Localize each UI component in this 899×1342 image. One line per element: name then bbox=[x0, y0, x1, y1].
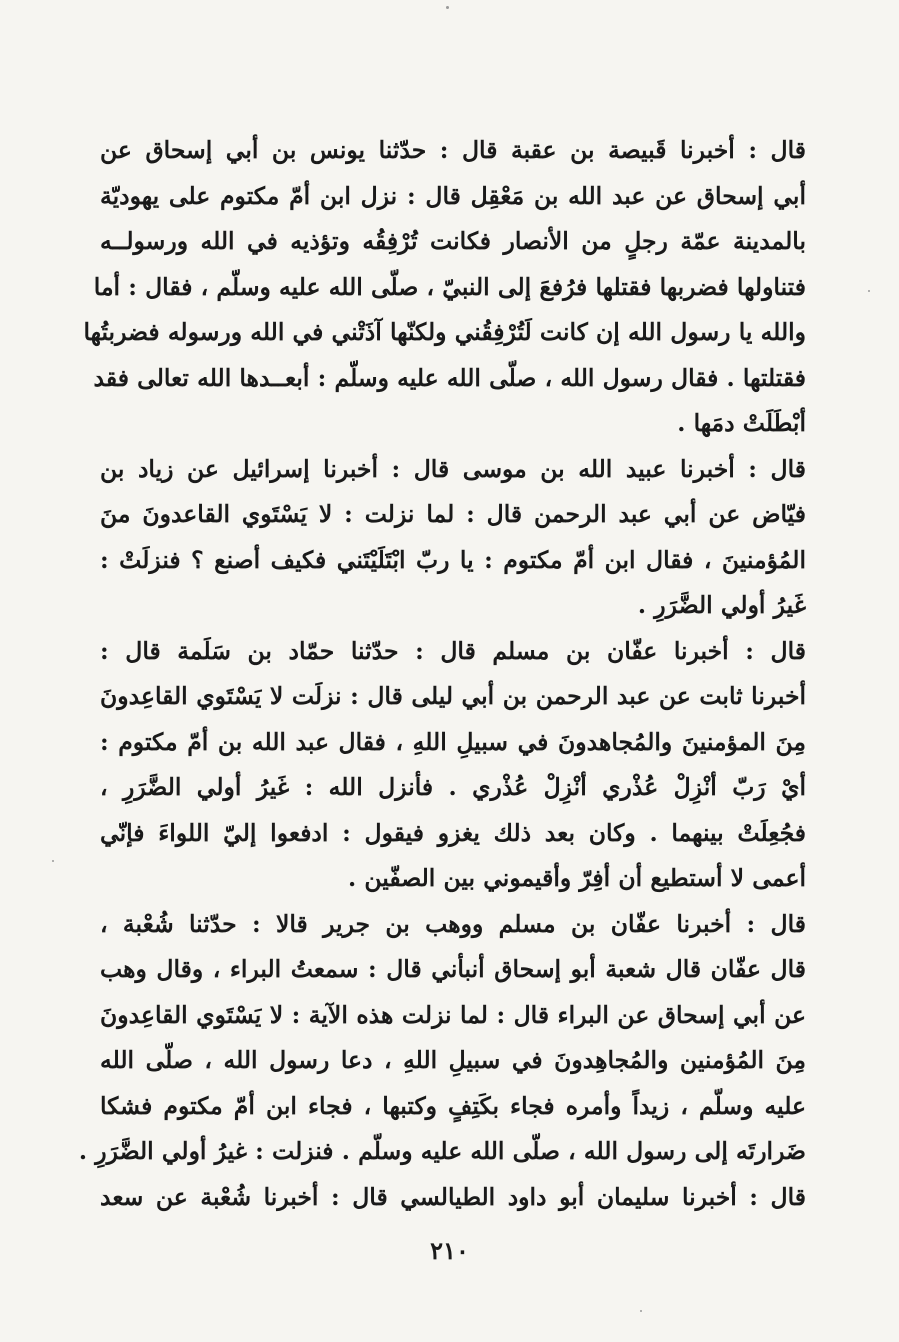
text-line: عن أبي إسحاق عن البراء قال : لما نزلت هذه الآية : لا يَسْتَوي القاعِدونَ bbox=[100, 1000, 806, 1029]
text-line: أخبرنا ثابت عن عبد الرحمن بن أبي ليلى قال : نزلَت لا يَسْتَوي القاعِدونَ bbox=[100, 682, 806, 710]
paragraph bbox=[78, 902, 806, 1175]
text-line: أعمى لا أستطيع أن أفِرّ وأقيموني بين الصفّين . bbox=[348, 864, 806, 892]
text-line: قال : أخبرنا عفّان بن مسلم قال : حدّثنا حمّاد بن سَلَمة قال : bbox=[100, 636, 806, 665]
text-line: فتناولها فضربها فقتلها فرُفعَ إلى النبيّ ، صلّى الله عليه وسلّم ، فقال : أما bbox=[93, 272, 806, 301]
text-line: غَيرُ أولي الضَّرَرِ . bbox=[637, 591, 806, 619]
text-line: فقتلتها . فقال رسول الله ، صلّى الله عليه وسلّم : أبعــدها الله تعالى فقد bbox=[93, 363, 806, 392]
text-line: قال : أخبرنا قَبيصة بن عقبة قال : حدّثنا يونس بن أبي إسحاق عن bbox=[100, 136, 806, 164]
text-line: أبي إسحاق عن عبد الله بن مَعْقِل قال : نزل ابن أمّ مكتوم على يهوديّة bbox=[100, 181, 806, 210]
text-line: قال عفّان قال شعبة أبو إسحاق أنبأني قال : سمعتُ البراء ، وقال وهب bbox=[100, 955, 806, 983]
paragraph bbox=[83, 128, 806, 447]
page-number: ٢١٠ bbox=[430, 1236, 469, 1265]
text-line: بالمدينة عمّة رجلٍ من الأنصار فكانت تُرْفِقُه وتؤذيه في الله ورسولــه bbox=[100, 227, 806, 255]
paragraph bbox=[100, 629, 806, 902]
text-line: أيْ رَبّ أنْزِلْ عُذْري أنْزِلْ عُذْري . فأنزل الله : غَيرُ أولي الضَّرَرِ ، bbox=[100, 773, 806, 801]
body-text bbox=[78, 128, 806, 1220]
text-line: فجُعِلَتْ بينهما . وكان بعد ذلك يغزو فيقول : ادفعوا إليّ اللواءَ فإنّي bbox=[100, 818, 806, 847]
paragraph bbox=[100, 1175, 806, 1221]
text-line: مِنَ المؤمنينَ والمُجاهدونَ في سبيلِ اللهِ ، فقال عبد الله بن أمّ مكتوم : bbox=[100, 727, 806, 756]
text-line: ضَرارتَه إلى رسول الله ، صلّى الله عليه وسلّم . فنزلت : غيرُ أولي الضَّرَرِ . bbox=[78, 1137, 806, 1165]
text-line: قال : أخبرنا عفّان بن مسلم ووهب بن جرير قالا : حدّثنا شُعْبة ، bbox=[100, 909, 806, 938]
scan-speck bbox=[446, 6, 449, 9]
text-line: أبْطَلَتْ دمَها . bbox=[677, 409, 806, 437]
paragraph bbox=[100, 447, 806, 629]
text-line: فيّاض عن أبي عبد الرحمن قال : لما نزلت : لا يَسْتَوي القاعدونَ منَ bbox=[100, 500, 806, 528]
scan-speck bbox=[868, 290, 870, 292]
text-line: قال : أخبرنا سليمان أبو داود الطيالسي قال : أخبرنا شُعْبة عن سعد bbox=[100, 1182, 806, 1211]
text-line: مِنَ المُؤمنين والمُجاهِدونَ في سبيلِ اللهِ ، دعا رسول الله ، صلّى الله bbox=[100, 1046, 806, 1074]
text-line: قال : أخبرنا عبيد الله بن موسى قال : أخبرنا إسرائيل عن زياد بن bbox=[100, 454, 806, 483]
scan-speck bbox=[640, 1310, 642, 1312]
text-line: المُؤمنينَ ، فقال ابن أمّ مكتوم : يا ربّ ابْتَلَيْتَني فكيف أصنع ؟ فنزلَتْ : bbox=[100, 545, 806, 574]
text-line: والله يا رسول الله إن كانت لَتُرْفِقُني ولكنّها آذَتْني في الله ورسوله فضربتُها bbox=[83, 318, 806, 346]
scan-speck bbox=[52, 860, 54, 862]
text-line: عليه وسلّم ، زيداً وأمره فجاء بكَتِفٍ وكتبها ، فجاء ابن أمّ مكتوم فشكا bbox=[100, 1091, 806, 1120]
